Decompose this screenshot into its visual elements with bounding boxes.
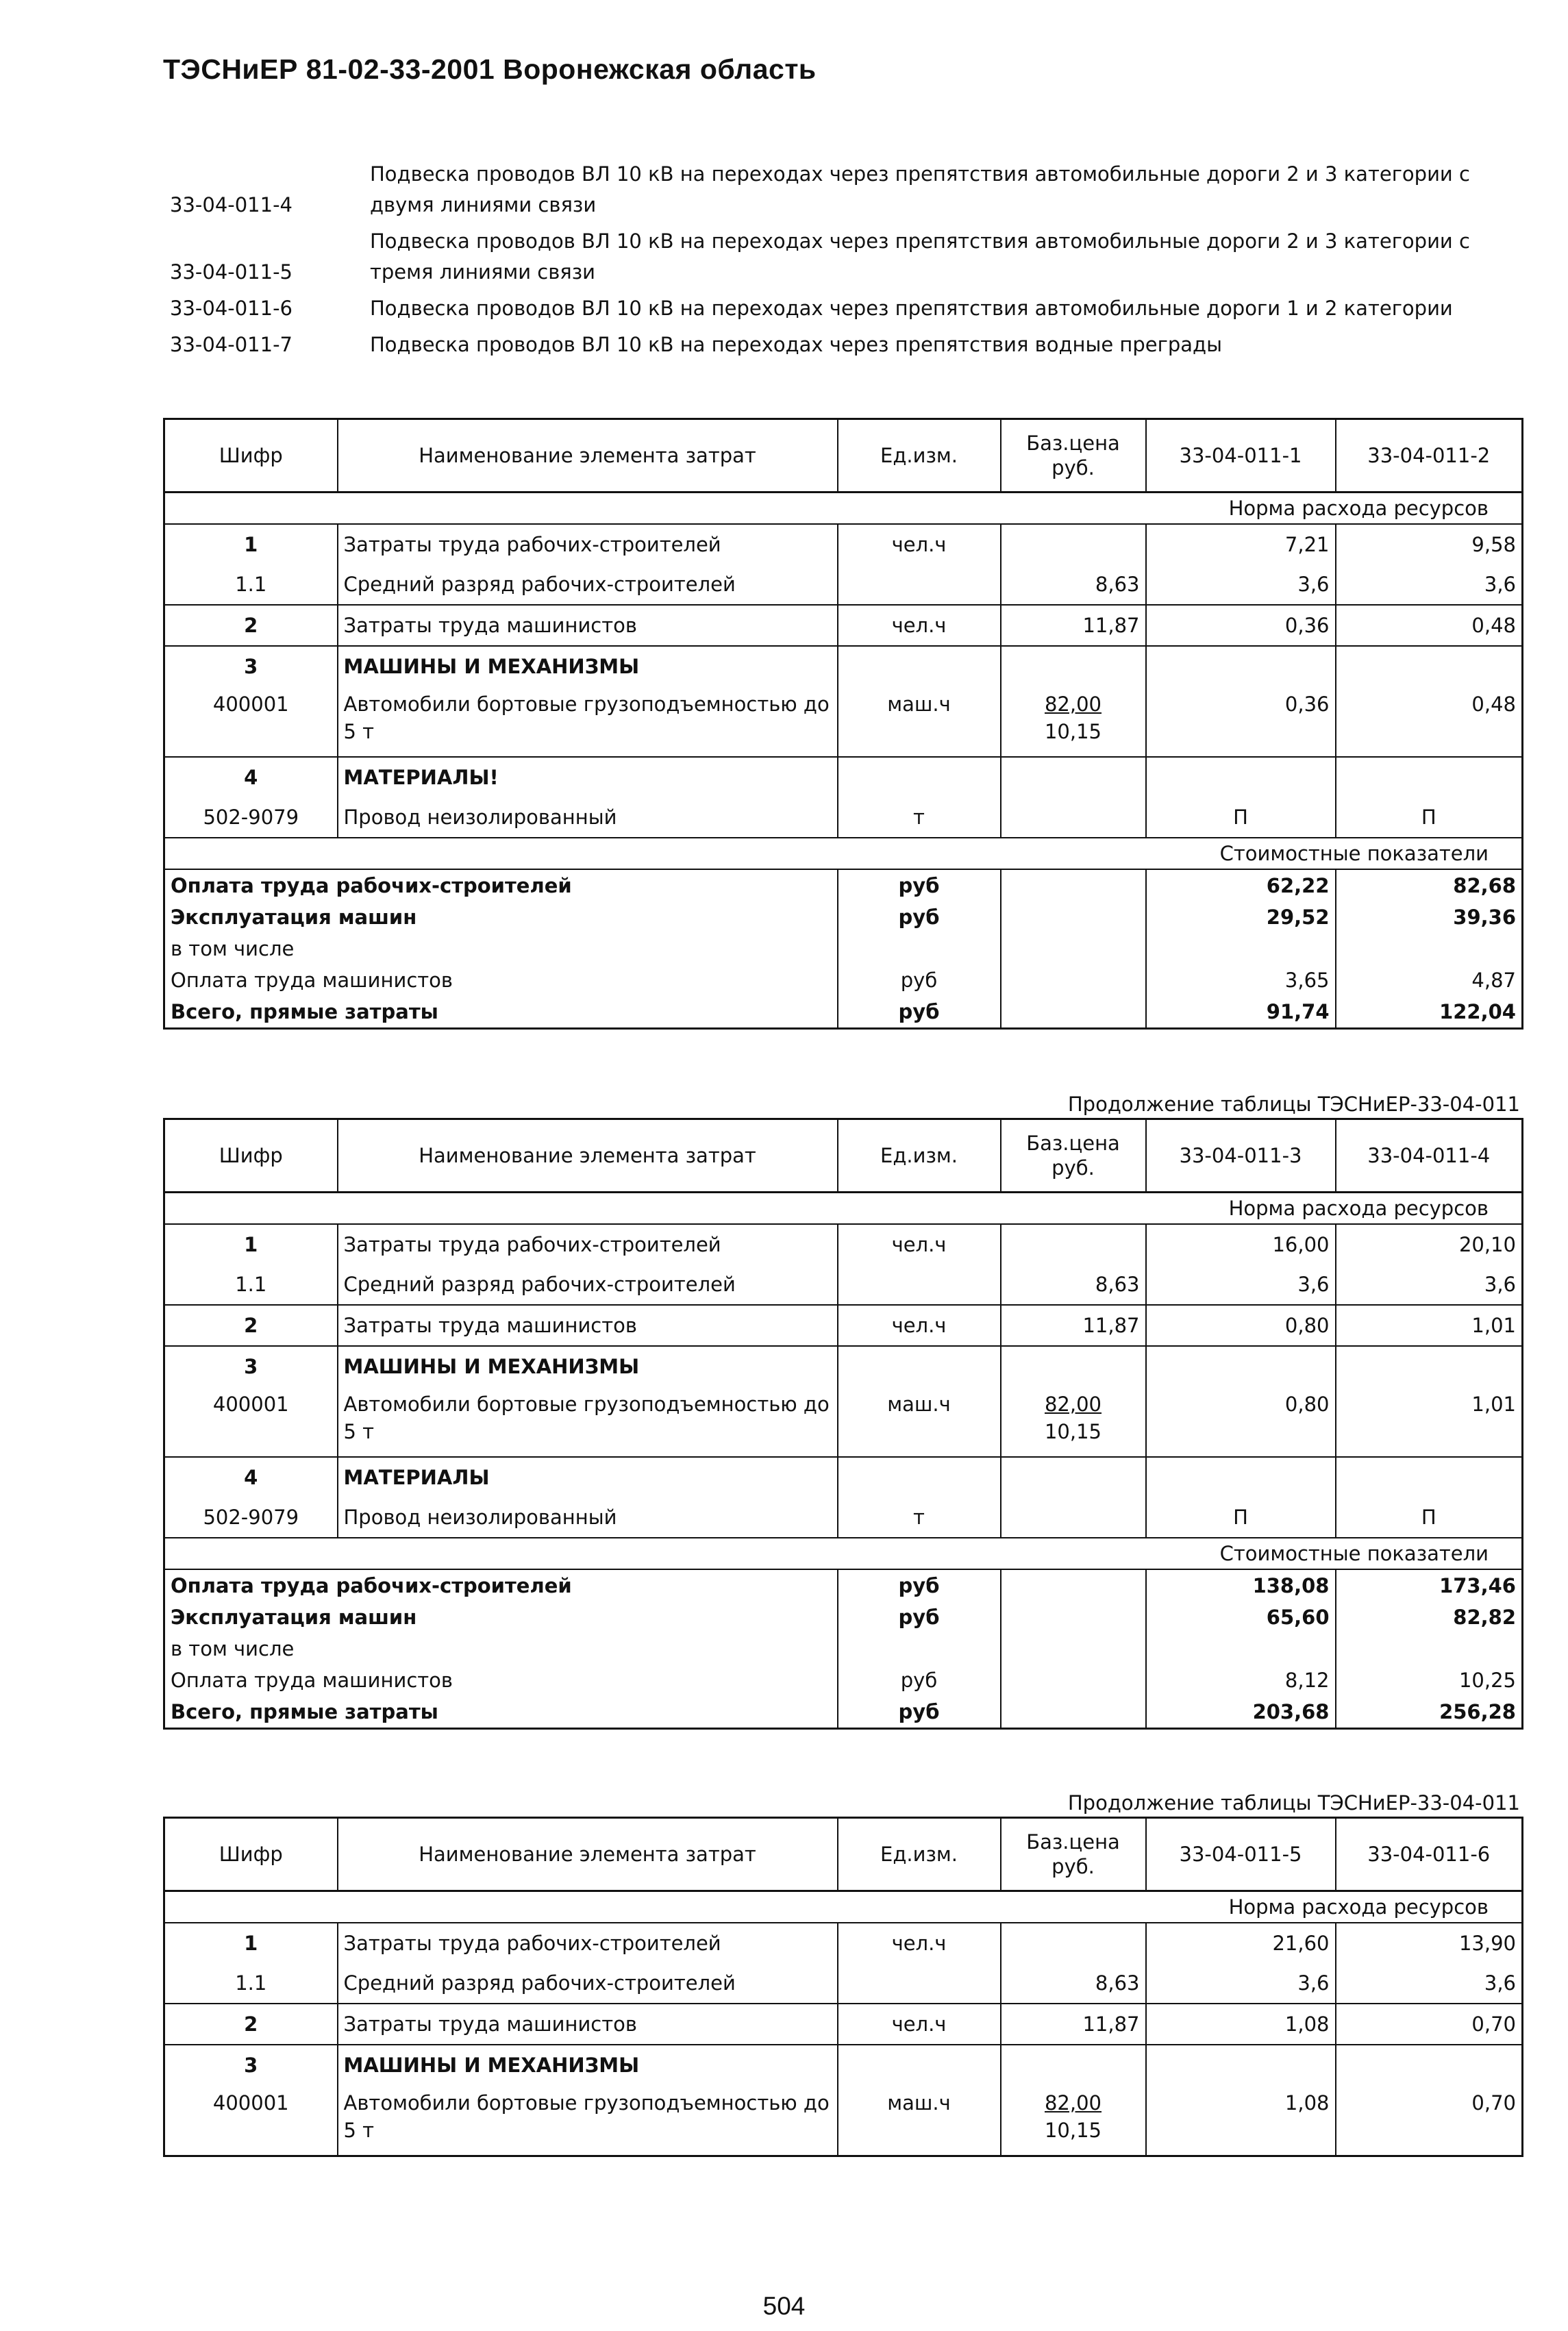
table-row: [164, 686, 1523, 757]
table-row: [164, 1457, 1523, 1497]
continuation-label: Продолжение таблицы ТЭСНиЕР-33-04-011: [1067, 1093, 1520, 1116]
header-name: Наименование элемента затрат: [338, 1119, 838, 1193]
description-text: Подвеска проводов ВЛ 10 кВ на переходах через препятствия автомобильные дороги 1 и 2 категории: [370, 297, 1453, 320]
row-name: МАШИНЫ И МЕХАНИЗМЫ: [338, 1346, 838, 1386]
row-code: 400001: [164, 2085, 338, 2156]
table-row: [164, 524, 1523, 564]
summary-unit: руб: [838, 1601, 1001, 1633]
row-code: 1: [164, 1224, 338, 1264]
summary-value-2: 122,04: [1439, 1000, 1516, 1023]
summary-unit: руб: [838, 869, 1001, 901]
row-value-1: 0,80: [1146, 1386, 1336, 1457]
description-item: [170, 293, 1513, 324]
header-unit: Ед.изм.: [838, 419, 1001, 493]
summary-name: Оплата труда рабочих-строителей: [164, 1569, 838, 1601]
row-value-2: 0,70: [1336, 2004, 1523, 2045]
summary-row: [164, 1569, 1523, 1601]
row-name: Затраты труда рабочих-строителей: [338, 1224, 838, 1264]
row-unit: [838, 564, 1001, 605]
header-col1: 33-04-011-1: [1146, 419, 1336, 493]
table-row: [164, 1386, 1523, 1457]
norm-caption: Норма расхода ресурсов: [164, 493, 1523, 525]
row-price: [1001, 524, 1146, 564]
header-col1: 33-04-011-3: [1146, 1119, 1336, 1193]
table-row: [164, 1346, 1523, 1386]
summary-name: Оплата труда машинистов: [164, 1665, 838, 1696]
row-unit: чел.ч: [838, 524, 1001, 564]
row-code: 2: [164, 2004, 338, 2045]
summary-value-1: 8,12: [1146, 1665, 1336, 1696]
summary-name: Оплата труда рабочих-строителей: [164, 869, 838, 901]
summary-unit: руб: [838, 901, 1001, 933]
row-price: 11,87: [1001, 1305, 1146, 1346]
description-text: Подвеска проводов ВЛ 10 кВ на переходах через препятствия автомобильные дороги 2 и 3 категории с двумя линиями связи: [370, 162, 1470, 216]
table-row: [164, 757, 1523, 797]
description-code: 33-04-011-7: [170, 333, 293, 356]
row-price: [1001, 2085, 1146, 2156]
row-name: Средний разряд рабочих-строителей: [338, 1264, 838, 1305]
row-value-2: 3,6: [1336, 1963, 1523, 2004]
header-col2: 33-04-011-6: [1336, 1818, 1523, 1891]
row-value-1: 3,6: [1146, 1963, 1336, 2004]
description-code: 33-04-011-6: [170, 297, 293, 320]
row-name: МАТЕРИАЛЫ!: [338, 757, 838, 797]
continuation-label: Продолжение таблицы ТЭСНиЕР-33-04-011: [1067, 1791, 1520, 1815]
row-name: Провод неизолированный: [338, 797, 838, 838]
row-value-1: П: [1146, 797, 1336, 838]
header-name: Наименование элемента затрат: [338, 419, 838, 493]
summary-value-2: 39,36: [1453, 906, 1516, 929]
row-code: 2: [164, 605, 338, 646]
resource-table: [163, 1817, 1523, 2157]
summary-unit: руб: [838, 1665, 1001, 1696]
summary-name: Всего, прямые затраты: [164, 996, 838, 1029]
price-operators: 10,15: [1044, 1420, 1102, 1443]
resource-table: [163, 418, 1523, 1030]
row-price: 8,63: [1001, 1963, 1146, 2004]
row-code: 502-9079: [164, 797, 338, 838]
table-row: [164, 1224, 1523, 1264]
summary-value-2: 10,25: [1458, 1669, 1516, 1692]
row-value-2: П: [1421, 806, 1436, 829]
summary-name: Эксплуатация машин: [164, 1601, 838, 1633]
row-value-1: 0,80: [1146, 1305, 1336, 1346]
row-value-1: 3,6: [1146, 1264, 1336, 1305]
row-code: 4: [164, 757, 338, 797]
norm-caption: Норма расхода ресурсов: [164, 1193, 1523, 1225]
norm-caption-row: [164, 1193, 1523, 1225]
row-value-1: 0,36: [1146, 686, 1336, 757]
table-row: [164, 1264, 1523, 1305]
row-unit: чел.ч: [838, 1305, 1001, 1346]
row-value-2: 20,10: [1458, 1233, 1516, 1256]
row-code: 502-9079: [164, 1497, 338, 1538]
summary-row: [164, 1665, 1523, 1696]
norm-caption: Норма расхода ресурсов: [164, 1891, 1523, 1923]
summary-value-1: 138,08: [1146, 1569, 1336, 1601]
row-name: Автомобили бортовые грузоподъемностью до 5 т: [338, 2085, 838, 2156]
summary-name: в том числе: [164, 1633, 838, 1665]
row-value-1: 1,08: [1146, 2085, 1336, 2156]
description-item: [170, 329, 1513, 360]
row-unit: т: [838, 1497, 1001, 1538]
row-code: 1.1: [164, 1963, 338, 2004]
row-unit: чел.ч: [838, 2004, 1001, 2045]
row-code: 2: [164, 1305, 338, 1346]
row-value-2: 13,90: [1458, 1932, 1516, 1955]
row-value-2: 1,01: [1336, 1386, 1523, 1457]
row-code: 1: [164, 524, 338, 564]
page-number: 504: [762, 2292, 806, 2320]
row-name: Затраты труда машинистов: [338, 2004, 838, 2045]
summary-unit: руб: [838, 1696, 1001, 1729]
row-code: 3: [164, 646, 338, 686]
price-main: 82,00: [1044, 1393, 1102, 1416]
summary-row: [164, 1696, 1523, 1729]
cost-caption-row: [164, 838, 1523, 869]
summary-row: [164, 933, 1523, 964]
table-row: [164, 1963, 1523, 2004]
summary-value-2: 82,68: [1453, 874, 1516, 897]
row-code: 3: [164, 2045, 338, 2085]
row-value-1: 1,08: [1146, 2004, 1336, 2045]
row-name: Затраты труда рабочих-строителей: [338, 524, 838, 564]
summary-name: Оплата труда машинистов: [164, 964, 838, 996]
description-code: 33-04-011-5: [170, 260, 293, 284]
row-unit: маш.ч: [838, 686, 1001, 757]
summary-value-2: 82,82: [1453, 1606, 1516, 1629]
summary-unit: руб: [838, 996, 1001, 1029]
resource-table: [163, 1118, 1523, 1730]
row-value-1: 0,36: [1146, 605, 1336, 646]
price-main: 82,00: [1044, 693, 1102, 716]
resource-table-2: [163, 1090, 1521, 1730]
row-name: Затраты труда машинистов: [338, 605, 838, 646]
row-value-2: П: [1421, 1506, 1436, 1529]
row-name: Провод неизолированный: [338, 1497, 838, 1538]
summary-name: Эксплуатация машин: [164, 901, 838, 933]
cost-caption-row: [164, 1538, 1523, 1569]
summary-value-2: 173,46: [1439, 1574, 1516, 1597]
summary-unit: руб: [838, 964, 1001, 996]
summary-name: Всего, прямые затраты: [164, 1696, 838, 1729]
row-code: 1.1: [164, 1264, 338, 1305]
header-price: Баз.цена руб.: [1001, 1119, 1146, 1193]
summary-value-1: 203,68: [1146, 1696, 1336, 1729]
row-price: [1001, 1386, 1146, 1457]
description-item: [170, 159, 1513, 221]
table-row: [164, 564, 1523, 605]
summary-row: [164, 869, 1523, 901]
table-header-row: [164, 419, 1523, 493]
row-price: 8,63: [1001, 564, 1146, 605]
row-name: Автомобили бортовые грузоподъемностью до 5 т: [338, 1386, 838, 1457]
summary-name: в том числе: [164, 933, 838, 964]
resource-table-1: [163, 418, 1521, 1030]
row-name: Автомобили бортовые грузоподъемностью до 5 т: [338, 686, 838, 757]
row-value-2: 0,70: [1471, 2091, 1516, 2115]
description-text: Подвеска проводов ВЛ 10 кВ на переходах через препятствия автомобильные дороги 2 и 3 категории с тремя линиями связи: [370, 229, 1470, 284]
row-code: 400001: [164, 1386, 338, 1457]
row-price: 11,87: [1001, 605, 1146, 646]
table-row: [164, 2004, 1523, 2045]
row-value-1: 3,6: [1146, 564, 1336, 605]
row-value-2: 9,58: [1471, 533, 1516, 556]
table-row: [164, 2045, 1523, 2085]
summary-value-2: 256,28: [1439, 1700, 1516, 1723]
table-row: [164, 646, 1523, 686]
header-unit: Ед.изм.: [838, 1818, 1001, 1891]
header-col2: 33-04-011-2: [1336, 419, 1523, 493]
row-code: 4: [164, 1457, 338, 1497]
page-title: ТЭСНиЕР 81-02-33-2001 Воронежская область: [163, 53, 817, 85]
row-name: МАТЕРИАЛЫ: [338, 1457, 838, 1497]
summary-value-1: 29,52: [1146, 901, 1336, 933]
summary-value-2: 4,87: [1471, 969, 1516, 992]
row-name: Средний разряд рабочих-строителей: [338, 564, 838, 605]
header-price: Баз.цена руб.: [1001, 419, 1146, 493]
table-row: [164, 797, 1523, 838]
header-code: Шифр: [164, 1818, 338, 1891]
price-operators: 10,15: [1044, 720, 1102, 743]
table-row: [164, 605, 1523, 646]
row-value-2: 1,01: [1336, 1305, 1523, 1346]
table-header-row: [164, 1818, 1523, 1891]
summary-row: [164, 964, 1523, 996]
row-unit: маш.ч: [838, 1386, 1001, 1457]
row-price: 8,63: [1001, 1264, 1146, 1305]
row-value-1: П: [1146, 1497, 1336, 1538]
norm-caption-row: [164, 493, 1523, 525]
table-row: [164, 1923, 1523, 1963]
resource-table-3: [163, 1789, 1521, 2157]
summary-value-1: 62,22: [1146, 869, 1336, 901]
summary-unit: руб: [838, 1569, 1001, 1601]
row-unit: маш.ч: [838, 2085, 1001, 2156]
header-code: Шифр: [164, 1119, 338, 1193]
row-value-1: 21,60: [1146, 1923, 1336, 1963]
row-code: 3: [164, 1346, 338, 1386]
table-row: [164, 1305, 1523, 1346]
header-price: Баз.цена руб.: [1001, 1818, 1146, 1891]
row-value-2: 3,6: [1336, 1264, 1523, 1305]
row-value-2: 3,6: [1336, 564, 1523, 605]
row-name: Средний разряд рабочих-строителей: [338, 1963, 838, 2004]
row-unit: чел.ч: [838, 1224, 1001, 1264]
cost-caption: Стоимостные показатели: [164, 838, 1523, 869]
price-main: 82,00: [1044, 2091, 1102, 2115]
header-col2: 33-04-011-4: [1336, 1119, 1523, 1193]
row-name: МАШИНЫ И МЕХАНИЗМЫ: [338, 646, 838, 686]
row-value-1: 7,21: [1146, 524, 1336, 564]
summary-value-1: 65,60: [1146, 1601, 1336, 1633]
row-value-2: 0,48: [1336, 686, 1523, 757]
row-name: Затраты труда рабочих-строителей: [338, 1923, 838, 1963]
table-header-row: [164, 1119, 1523, 1193]
row-value-2: 0,48: [1336, 605, 1523, 646]
header-code: Шифр: [164, 419, 338, 493]
row-name: МАШИНЫ И МЕХАНИЗМЫ: [338, 2045, 838, 2085]
row-code: 400001: [164, 686, 338, 757]
header-col1: 33-04-011-5: [1146, 1818, 1336, 1891]
table-row: [164, 1497, 1523, 1538]
summary-value-1: 91,74: [1146, 996, 1336, 1029]
row-unit: чел.ч: [838, 605, 1001, 646]
header-unit: Ед.изм.: [838, 1119, 1001, 1193]
description-text: Подвеска проводов ВЛ 10 кВ на переходах через препятствия водные преграды: [370, 333, 1222, 356]
table-row: [164, 2085, 1523, 2156]
cost-caption: Стоимостные показатели: [164, 1538, 1523, 1569]
row-unit: чел.ч: [838, 1923, 1001, 1963]
row-price: [1001, 686, 1146, 757]
summary-row: [164, 1633, 1523, 1665]
summary-value-1: 3,65: [1146, 964, 1336, 996]
description-code: 33-04-011-4: [170, 193, 293, 216]
row-unit: т: [838, 797, 1001, 838]
row-price: 11,87: [1001, 2004, 1146, 2045]
description-item: [170, 226, 1513, 288]
summary-row: [164, 996, 1523, 1029]
summary-row: [164, 901, 1523, 933]
price-operators: 10,15: [1044, 2119, 1102, 2142]
row-value-1: 16,00: [1146, 1224, 1336, 1264]
row-name: Затраты труда машинистов: [338, 1305, 838, 1346]
row-code: 1: [164, 1923, 338, 1963]
norm-caption-row: [164, 1891, 1523, 1923]
header-name: Наименование элемента затрат: [338, 1818, 838, 1891]
row-code: 1.1: [164, 564, 338, 605]
summary-row: [164, 1601, 1523, 1633]
descriptions-list: [170, 159, 1513, 366]
